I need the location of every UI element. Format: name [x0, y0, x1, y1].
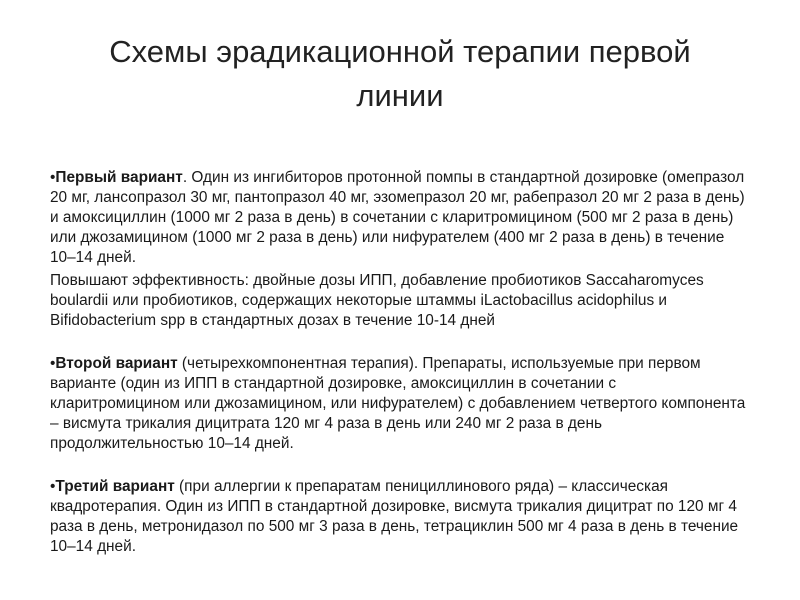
- third-variant-label: Третий вариант: [55, 478, 175, 495]
- third-variant-text: (при аллергии к препаратам пенициллинового ряда) – классическая квадротерапия. Один из ИПП в стандартной дозировке, висмута трикалия дицитрат по 120 мг 4 раза в день, метронидазол по 500 мг 3 раза в день, тетрациклин 500 мг 4 раза в день в течение 10–14 дней.: [50, 478, 739, 555]
- first-variant-label: Первый вариант: [55, 169, 183, 186]
- bullet-marker: •: [50, 478, 56, 495]
- third-variant-paragraph: [50, 477, 750, 557]
- slide-title: [80, 30, 720, 118]
- title-line-2: линии: [356, 78, 444, 113]
- first-variant-paragraph: [50, 168, 750, 268]
- second-variant-text: (четырехкомпонентная терапия). Препараты, используемые при первом варианте (один из ИПП в стандартной дозировке, амоксициллин в сочетании с кларитромицином или джозамицином, или нифурателем) с добавлением четвертого компонента – висмута трикалия дицитрата 120 мг 4 раза в день или 240 мг 2 раза в день продолжительностью 10–14 дней.: [50, 355, 746, 452]
- bullet-marker: •: [50, 355, 56, 372]
- slide-content: [50, 168, 750, 557]
- second-variant-paragraph: [50, 354, 750, 454]
- second-variant-label: Второй вариант: [55, 355, 178, 372]
- title-line-1: Схемы эрадикационной терапии первой: [109, 34, 691, 69]
- bullet-marker: •: [50, 169, 56, 186]
- efficiency-paragraph: Повышают эффективность: двойные дозы ИПП, добавление пробиотиков Saccaharomyces boulardii или пробиотиков, содержащих некоторые штаммы iLactobacillus acidophilus и Bifidobacterium spp в стандартных дозах в течение 10-14 дней: [50, 272, 704, 329]
- first-variant-text: . Один из ингибиторов протонной помпы в стандартной дозировке (омепразол 20 мг, лансопразол 30 мг, пантопразол 40 мг, эзомепразол 20 мг, рабепразол 20 мг 2 раза в день) и амоксициллин (1000 мг 2 раза в день) в сочетании с кларитромицином (500 мг 2 раза в день) или джозамицином (1000 мг 2 раза в день) или нифурателем (400 мг 2 раза в день) в течение 10–14 дней.: [50, 169, 745, 266]
